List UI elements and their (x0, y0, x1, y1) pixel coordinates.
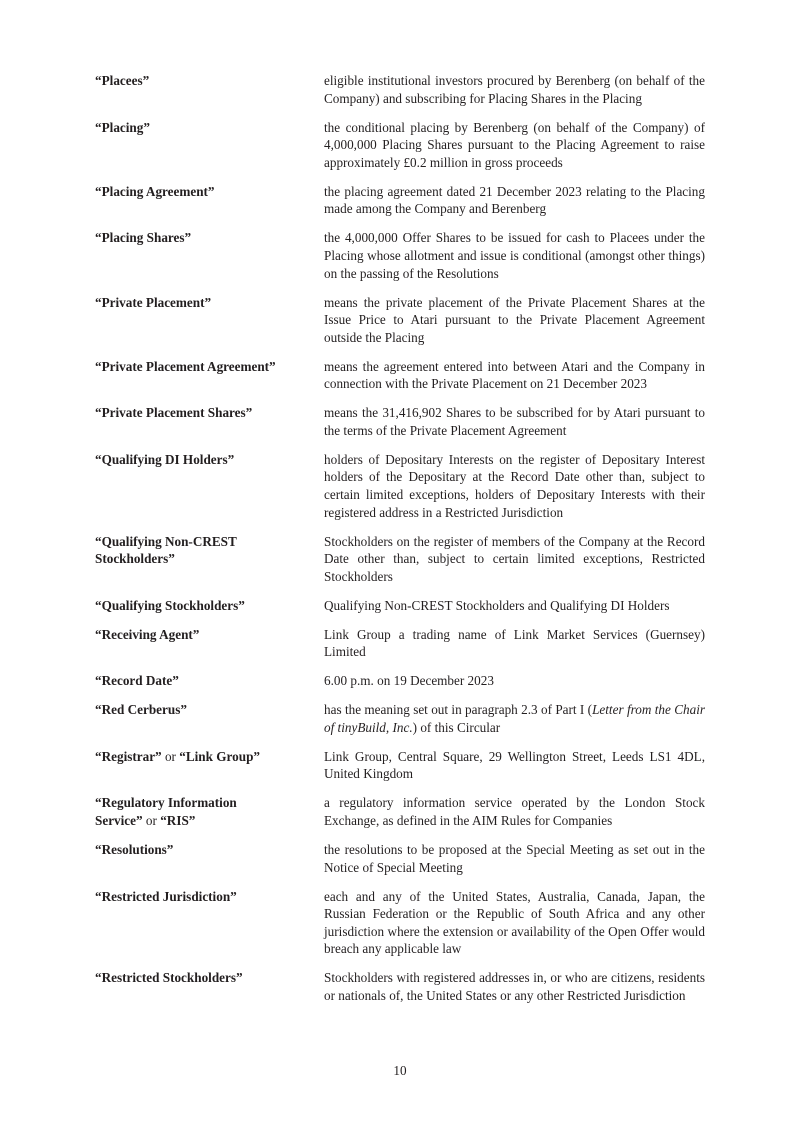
definition-text: means the agreement entered into between Atari and the Company in connection with the Private Placement on 21 December 2023 (324, 358, 705, 392)
definition-row (95, 748, 705, 783)
definition-term: “Qualifying Non-CREST Stockholders” (95, 533, 237, 567)
definition-term: “Qualifying Stockholders” (95, 597, 245, 613)
definition-text: the resolutions to be proposed at the Special Meeting as set out in the Notice of Special Meeting (324, 842, 705, 875)
definition-term: “Private Placement Agreement” (95, 358, 276, 374)
definition-text: means the 31,416,902 Shares to be subscribed for by Atari pursuant to the terms of the Private Placement Agreement (324, 405, 705, 438)
definition-text: holders of Depositary Interests on the register of Depositary Interest holders of the Depositary at the Record Date other than, subject to certain limited exceptions, holders of Depositary Interests with their registered address in a Restricted Jurisdiction (324, 451, 705, 520)
definition-text: the conditional placing by Berenberg (on behalf of the Company) of 4,000,000 Placing Shares pursuant to the Placing Agreement to raise approximately £0.2 million in gross proceeds (324, 119, 705, 170)
definition-row (95, 229, 705, 282)
definition-term: “Private Placement” (95, 294, 212, 310)
definition-row (95, 969, 705, 1004)
page-number: 10 (393, 1063, 407, 1078)
definition-row (95, 294, 705, 347)
definition-text: a regulatory information service operated by the London Stock Exchange, as defined in the AIM Rules for Companies (324, 795, 705, 829)
definition-text-pre: has the meaning set out in paragraph 2.3 of Part I ( (324, 702, 593, 718)
definition-row (95, 183, 705, 218)
definition-row (95, 841, 705, 876)
definition-term: “Qualifying DI Holders” (95, 451, 235, 467)
term-b: “Link Group” (179, 748, 260, 764)
definition-text: eligible institutional investors procured by Berenberg (on behalf of the Company) and subscribing for Placing Shares in the Placing (324, 73, 705, 106)
definition-text: the placing agreement dated 21 December 2023 relating to the Placing made among the Company and Berenberg (324, 183, 705, 217)
definition-text-italic: Letter from the Chair of tinyBuild, Inc. (324, 702, 705, 735)
definition-row (95, 701, 705, 736)
term-joiner: or (161, 748, 180, 764)
definition-text: Stockholders on the register of members of the Company at the Record Date other than, subject to certain limited exceptions, Restricted Stockholders (324, 533, 705, 584)
definition-term: “Private Placement Shares” (95, 405, 253, 421)
definition-row (95, 72, 705, 107)
definition-term: “Red Cerberus” (95, 702, 187, 718)
definition-term (95, 748, 324, 783)
definition-text: Link Group, Central Square, 29 Wellington Street, Leeds LS1 4DL, United Kingdom (324, 748, 705, 782)
definitions-list (95, 72, 705, 1016)
definition-text: Qualifying Non-CREST Stockholders and Qualifying DI Holders (324, 597, 670, 613)
definition-row (95, 358, 705, 393)
definition-row (95, 451, 705, 521)
definition-term (95, 794, 324, 829)
term-joiner: or (142, 813, 161, 829)
definition-term: “Placees” (95, 73, 150, 88)
definition-text: the 4,000,000 Offer Shares to be issued for cash to Placees under the Placing whose allotment and issue is conditional (amongst other things) on the passing of the Resolutions (324, 230, 705, 281)
definition-row (95, 119, 705, 172)
definition-term: “Placing Agreement” (95, 183, 215, 199)
definition-row (95, 597, 705, 615)
definition-row (95, 404, 705, 439)
definition-term: “Resolutions” (95, 842, 174, 858)
definition-term: “Placing” (95, 119, 150, 135)
definition-term: “Receiving Agent” (95, 626, 200, 642)
definition-text: means the private placement of the Private Placement Shares at the Issue Price to Atari pursuant to the Private Placement Agreement outside the Placing (324, 294, 705, 345)
definition-term: “Placing Shares” (95, 230, 192, 246)
definition-term: “Restricted Jurisdiction” (95, 888, 237, 904)
definition-text (324, 701, 705, 736)
definition-text: Link Group a trading name of Link Market Services (Guernsey) Limited (324, 626, 705, 660)
definition-row (95, 533, 705, 586)
definition-text: 6.00 p.m. on 19 December 2023 (324, 673, 494, 689)
definition-text-post: ) of this Circular (412, 719, 501, 735)
term-b: “RIS” (160, 813, 196, 829)
definition-text: each and any of the United States, Australia, Canada, Japan, the Russian Federation or the Republic of South Africa and any other jurisdiction where the extension or availability of the Open Offer would breach any applicable law (324, 888, 705, 957)
term-a: “Regulatory Information Service” (95, 795, 237, 829)
definition-row (95, 672, 705, 690)
definition-row (95, 626, 705, 661)
term-a: “Registrar” (95, 748, 162, 764)
definition-text: Stockholders with registered addresses in, or who are citizens, residents or nationals of, the United States or any other Restricted Jurisdiction (324, 970, 705, 1003)
definition-row (95, 888, 705, 958)
definition-row (95, 794, 705, 829)
definition-term: “Restricted Stockholders” (95, 970, 243, 986)
definition-term: “Record Date” (95, 673, 179, 689)
